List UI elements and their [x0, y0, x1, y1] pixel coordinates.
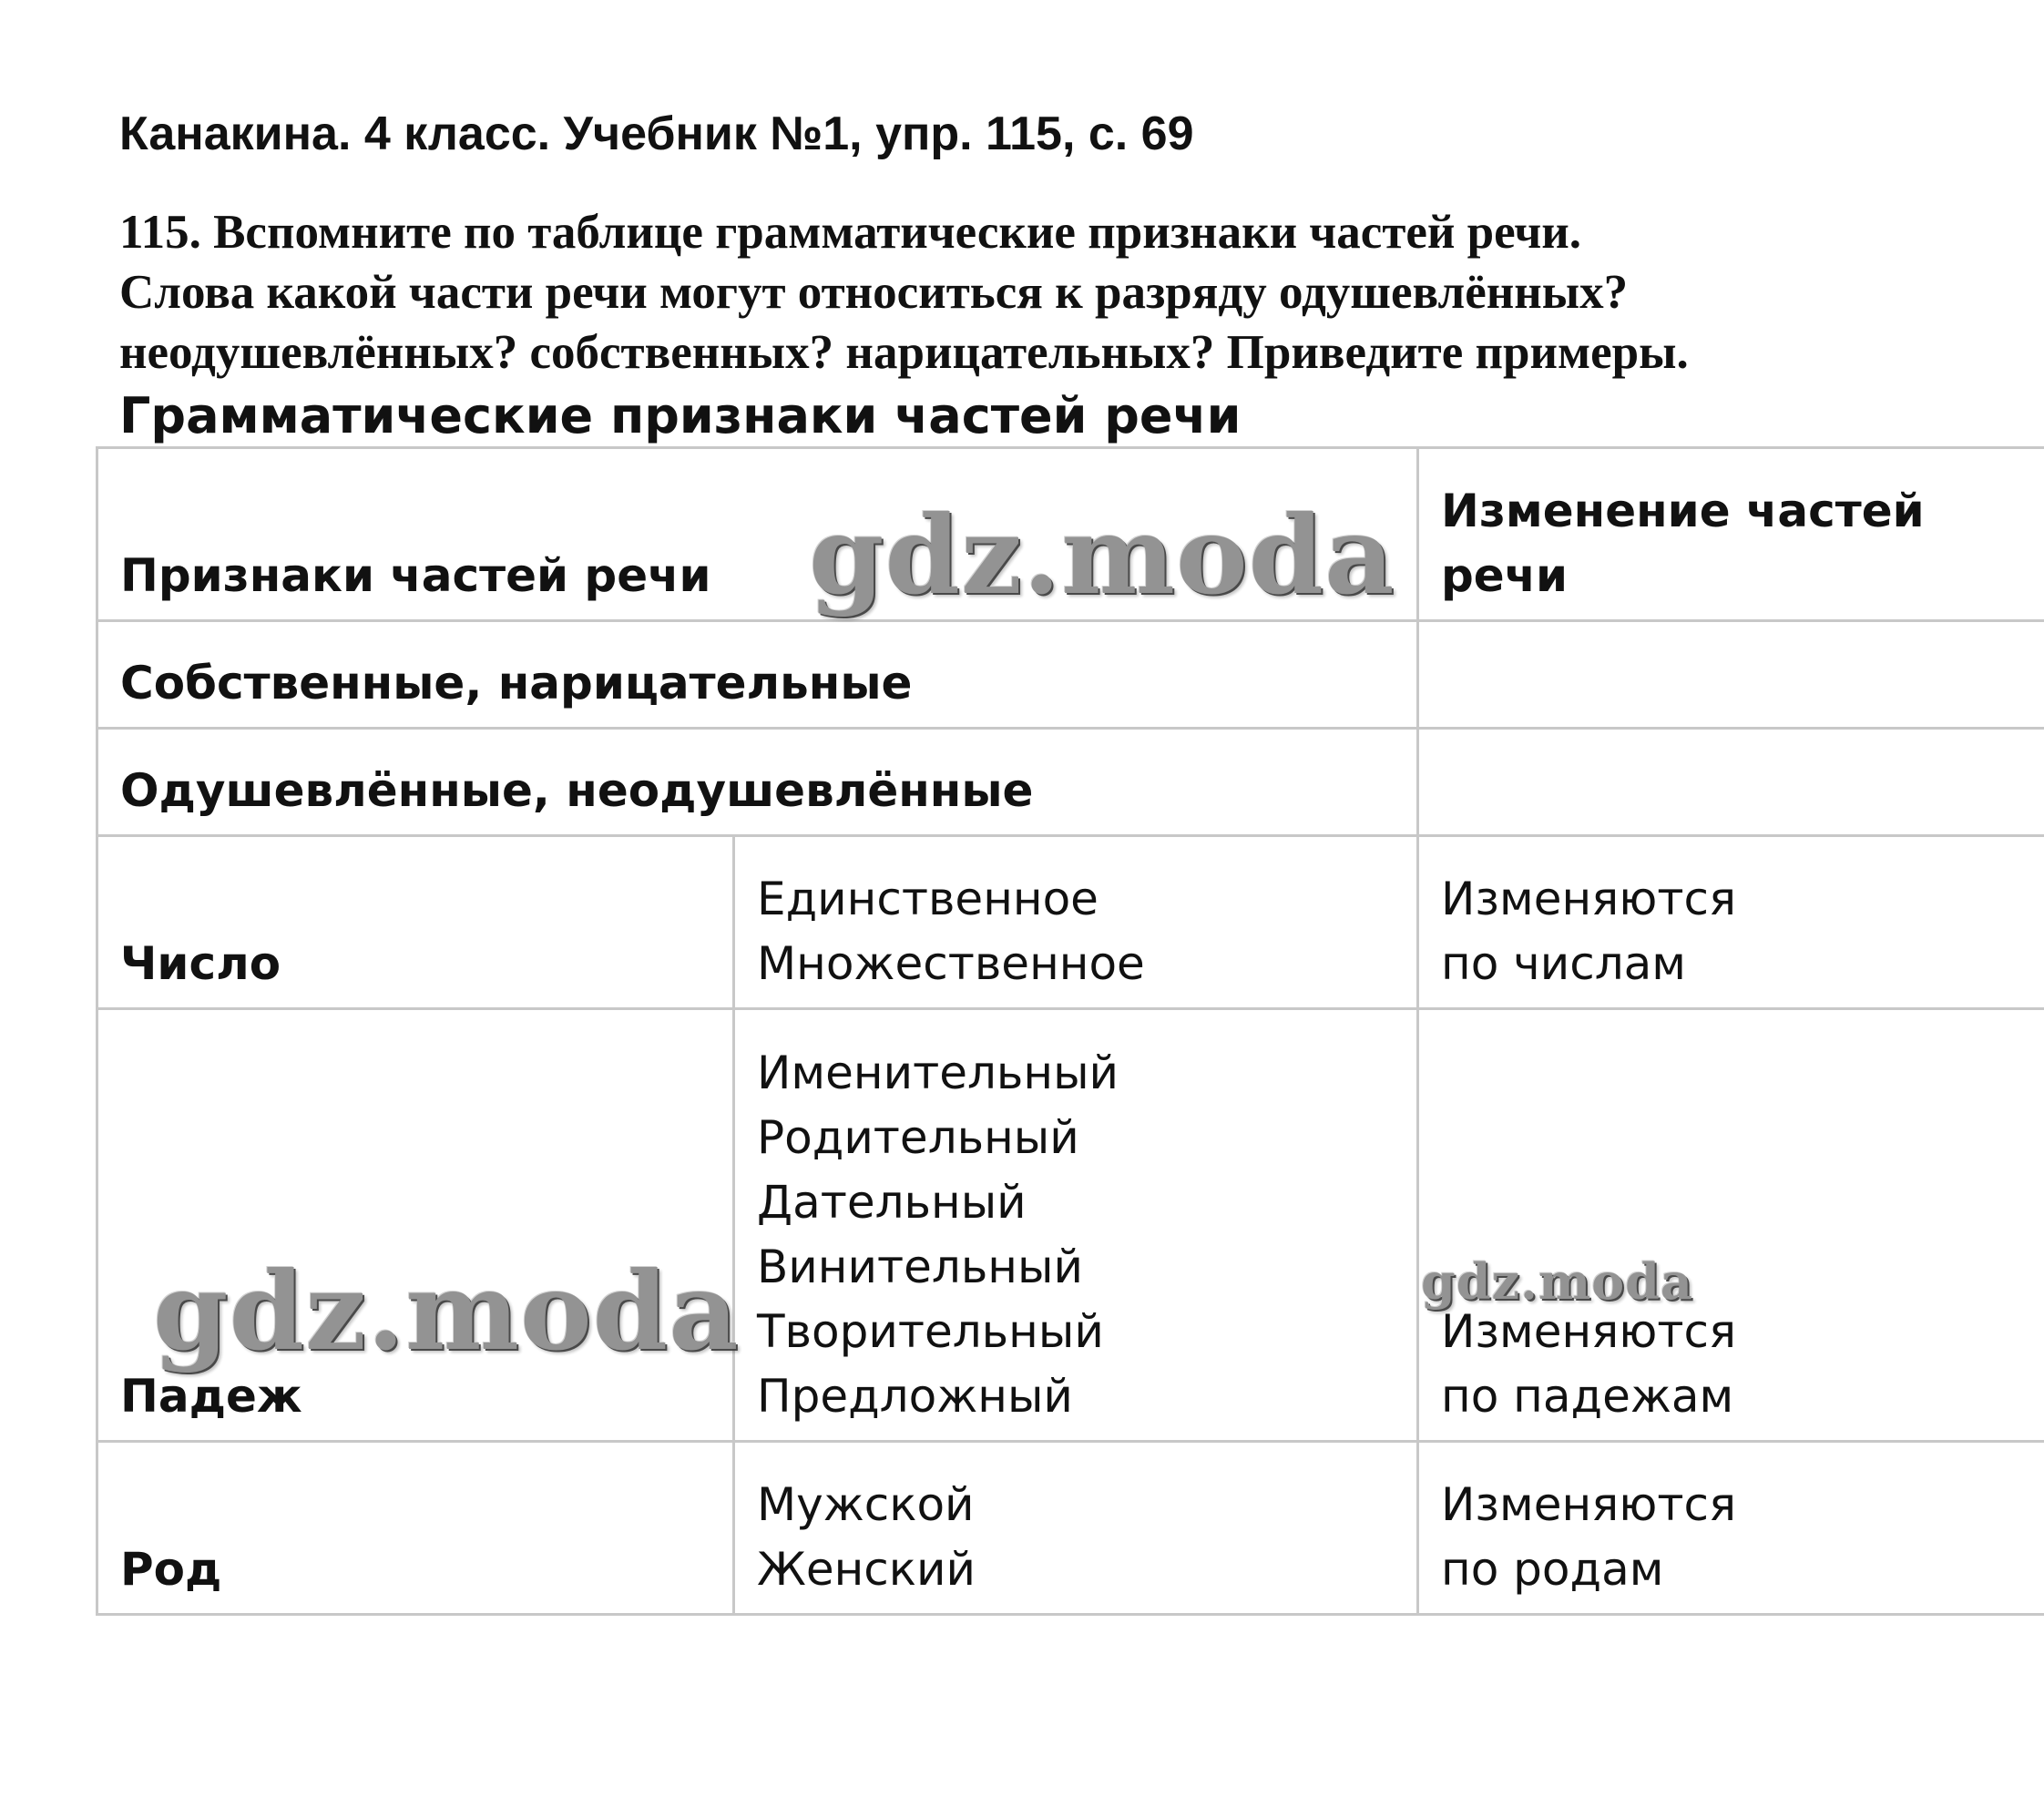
value-item: Предложный	[757, 1370, 1073, 1423]
change-line: по падежам	[1441, 1370, 1734, 1423]
change-line: по числам	[1441, 937, 1687, 990]
header-change-cell	[1418, 448, 2044, 621]
change-cell-empty	[1418, 729, 2044, 836]
change-line: Изменяются	[1441, 1305, 1737, 1358]
exercise-line: неодушевлённых? собственных? нарицательных? Приведите примеры.	[119, 326, 1689, 379]
watermark-logo: gdz.moda	[809, 492, 1395, 618]
table-row-proper-common	[97, 621, 2044, 729]
value-item: Винительный	[757, 1241, 1083, 1293]
change-cell-empty	[1418, 621, 2044, 729]
value-item: Женский	[757, 1543, 976, 1596]
feature-label: Одушевлённые, неодушевлённые	[120, 764, 1034, 817]
value-item: Творительный	[757, 1305, 1104, 1358]
watermark-logo: gdz.moda	[1421, 1252, 1693, 1311]
change-cell	[1418, 1442, 2044, 1615]
value-item: Дательный	[757, 1176, 1027, 1229]
exercise-text	[119, 202, 1689, 383]
value-item: Мужской	[757, 1478, 975, 1531]
watermark-logo: gdz.moda	[153, 1248, 740, 1374]
table-row-animate	[97, 729, 2044, 836]
header-features-label: Признаки частей речи	[120, 549, 711, 602]
value-item: Родительный	[757, 1111, 1079, 1164]
table-header-row	[97, 448, 2044, 621]
values-cell	[734, 1442, 1418, 1615]
values-cell	[734, 836, 1418, 1009]
feature-label: Число	[120, 937, 281, 990]
feature-label: Род	[120, 1543, 222, 1596]
header-features-cell	[97, 448, 1418, 621]
feature-label-cell	[97, 729, 1418, 836]
value-item: Именительный	[757, 1047, 1119, 1099]
values-cell	[734, 1009, 1418, 1442]
table-row-gender	[97, 1442, 2044, 1615]
table-row-case	[97, 1009, 2044, 1442]
header-change-line: Изменение частей	[1441, 485, 1925, 537]
grammar-table	[96, 446, 2044, 1616]
exercise-line: Слова какой части речи могут относиться к разряду одушевлённых?	[119, 266, 1629, 319]
change-line: по родам	[1441, 1543, 1664, 1596]
change-cell	[1418, 836, 2044, 1009]
feature-label: Падеж	[120, 1370, 302, 1423]
feature-label-cell	[97, 836, 734, 1009]
exercise-line: 115. Вспомните по таблице грамматические признаки частей речи.	[119, 206, 1582, 259]
value-item: Множественное	[757, 937, 1145, 990]
change-line: Изменяются	[1441, 873, 1737, 925]
feature-label-cell	[97, 1009, 734, 1442]
change-line: Изменяются	[1441, 1478, 1737, 1531]
change-cell	[1418, 1009, 2044, 1442]
value-item: Единственное	[757, 873, 1099, 925]
table-row-number	[97, 836, 2044, 1009]
table-title: Грамматические признаки частей речи	[119, 387, 1242, 444]
feature-label-cell	[97, 621, 1418, 729]
header-change-line: речи	[1441, 549, 1569, 602]
feature-label: Собственные, нарицательные	[120, 657, 913, 710]
page-heading: Канакина. 4 класс. Учебник №1, упр. 115, с. 69	[119, 107, 1194, 160]
feature-label-cell	[97, 1442, 734, 1615]
